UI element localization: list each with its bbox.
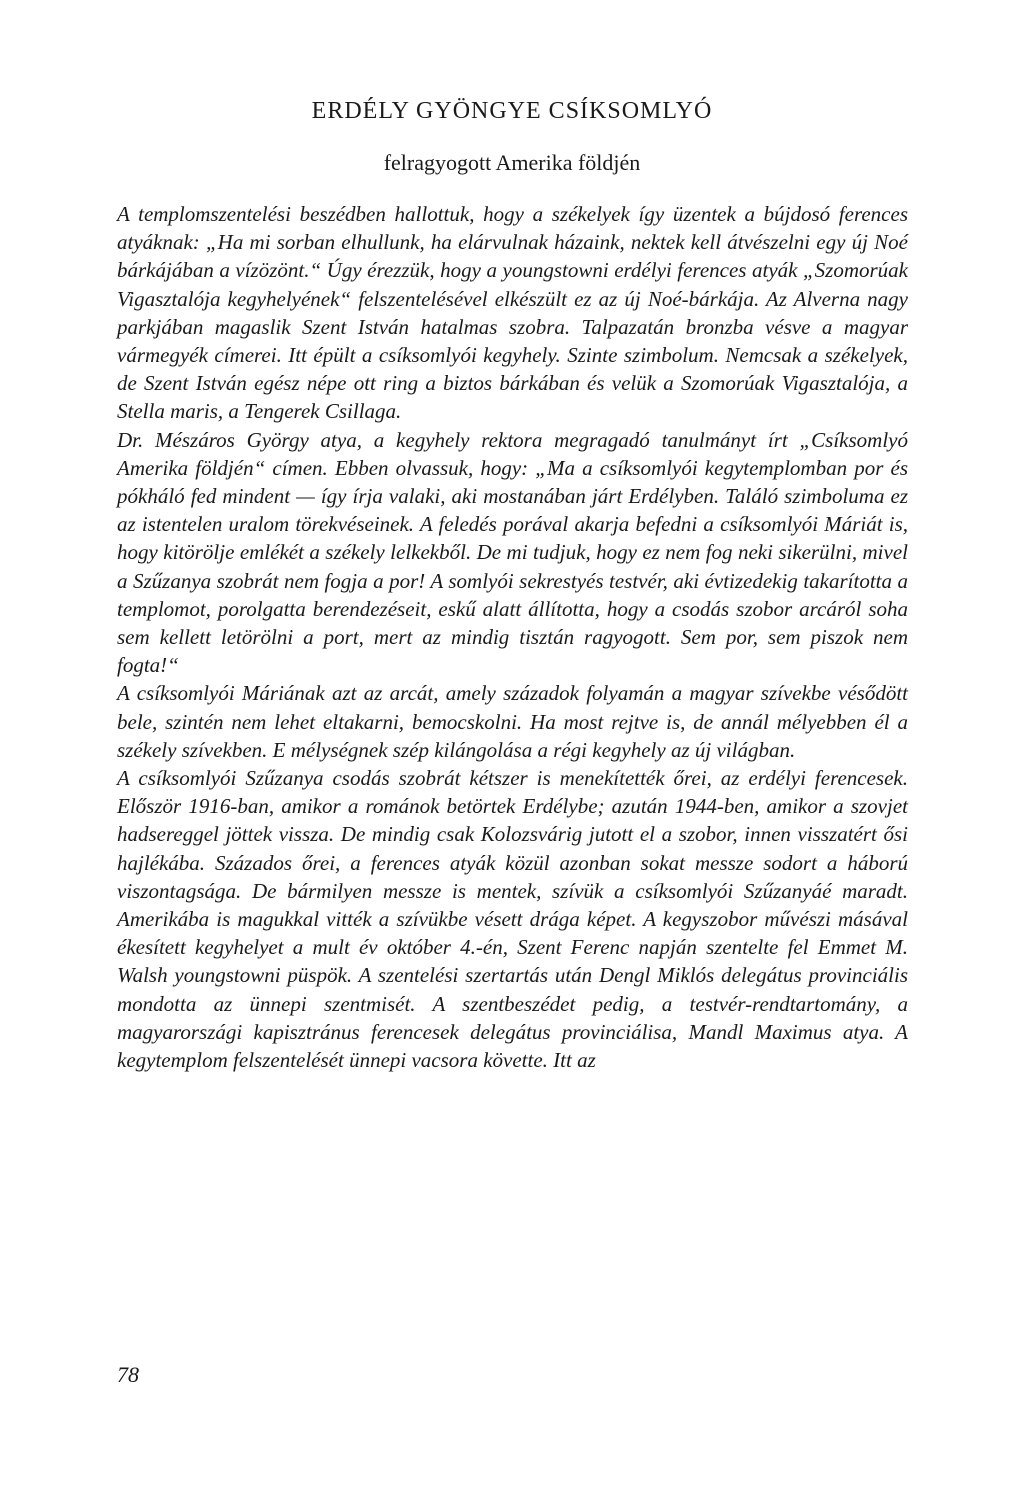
page-number: 78 [117, 1362, 139, 1387]
paragraph: A templomszentelési beszédben hallottuk, hogy a székelyek így üzentek a bújdosó ferences atyáknak: „Ha mi sorban elhullunk, ha elárvulnak házaink, nektek kell átvészelni egy új Noé bárkájában a vízözönt.“ Úgy érezzük, hogy a youngstowni erdélyi ferences atyák „Szomorúak Vigasztalója kegyhelyének“ felszentelésével elkészült ez az új Noé-bárkája. Az Alverna nagy parkjában magaslik Szent István hatalmas szobra. Talpazatán bronzba vésve a magyar vármegyék címerei. Itt épült a csíksomlyói kegyhely. Szinte szimbolum. Nemcsak a székelyek, de Szent István egész népe ott ring a biztos bárkában és velük a Szomorúak Vigasztalója, a Stella maris, a Tengerek Csillaga. [117, 202, 908, 424]
page-title: ERDÉLY GYÖNGYE CSÍKSOMLYÓ [311, 98, 713, 124]
paragraph: A csíksomlyói Máriának azt az arcát, amely századok folyamán a magyar szívekbe vésődött bele, szintén nem lehet eltakarni, bemocskolni. Ha most rejtve is, de annál mélyebben él a székely szívekben. E mélységnek szép kilángolása a régi kegyhely az új világban. [117, 681, 908, 762]
paragraph: A csíksomlyói Szűzanya csodás szobrát kétszer is menekítették őrei, az erdélyi ferencesek. Először 1916-ban, amikor a románok betörtek Erdélybe; azután 1944-ben, amikor a szovjet hadsereggel jöttek vissza. De mindig csak Kolozsvárig jutott el a szobor, innen visszatért ősi hajlékába. Százados őrei, a ferences atyák közül azonban sokat messze sodort a háború viszontagsága. De bármilyen messze is mentek, szívük a csíksomlyói Szűzanyáé maradt. Amerikába is magukkal vitték a szívükbe vésett drága képet. A kegyszobor művészi másával ékesített kegyhelyet a mult év október 4.-én, Szent Ferenc napján szentelte fel Emmet M. Walsh youngstowni püspök. A szentelési szertartás után Dengl Miklós delegátus provinciális mondotta az ünnepi szentmisét. A szentbeszédet pedig, a testvér-rendtartomány, a magyarországi kapisztránus ferencesek delegátus provinciálisa, Mandl Maximus atya. A kegytemplom felszentelését ünnepi vacsora követte. Itt az [117, 766, 908, 1073]
article-body [117, 200, 908, 1074]
paragraph: Dr. Mészáros György atya, a kegyhely rektora megragadó tanulmányt írt „Csíksomlyó Amerika földjén“ címen. Ebben olvassuk, hogy: „Ma a csíksomlyói kegytemplomban por és pókháló fed mindent — így írja valaki, aki mostanában járt Erdélyben. Találó szimboluma ez az istentelen uralom törekvéseinek. A feledés porával akarja befedni a csíksomlyói Máriát is, hogy kitörölje emlékét a székely lelkekből. De mi tudjuk, hogy ez nem fog neki sikerülni, mivel a Szűzanya szobrát nem fogja a por! A somlyói sekrestyés testvér, aki évtizedekig takarította a templomot, porolgatta berendezéseit, eskű alatt állította, hogy a csodás szobor arcáról soha sem kellett letörölni a port, mert az mindig tisztán ragyogott. Sem por, sem piszok nem fogta!“ [117, 427, 908, 678]
page-subtitle: felragyogott Amerika földjén [383, 150, 641, 175]
